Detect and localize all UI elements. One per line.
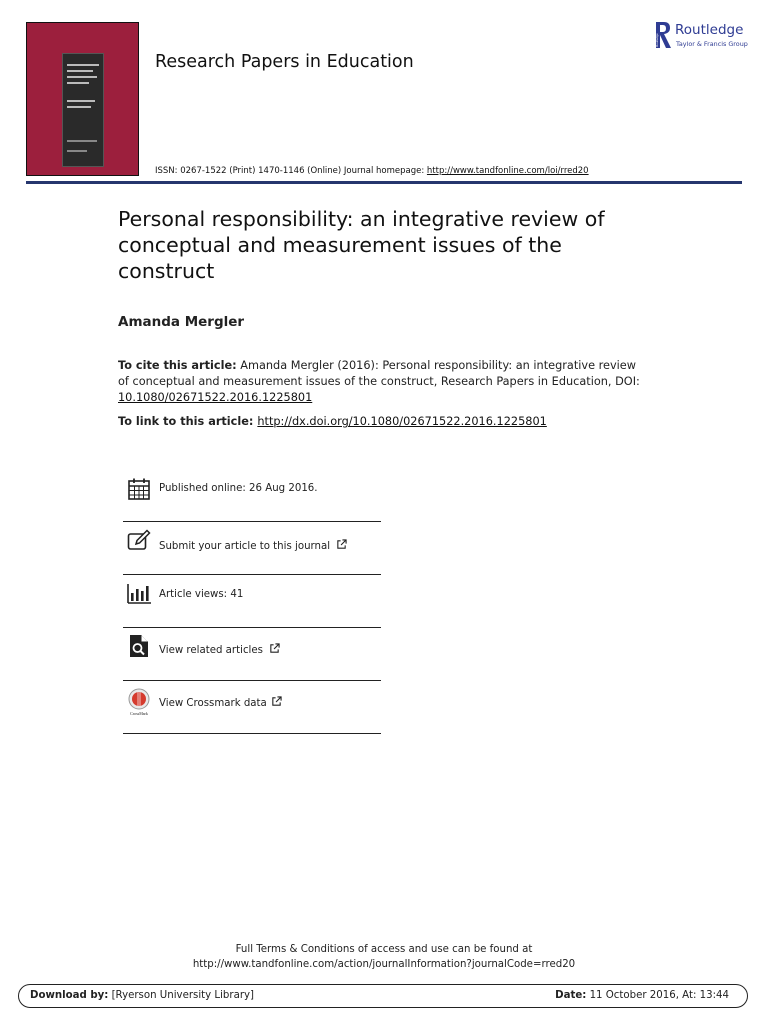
article-views-row [123, 577, 381, 629]
cover-text-line [67, 64, 99, 66]
divider [123, 733, 381, 734]
cover-text-line [67, 106, 91, 108]
article-views-text: Article views: 41 [159, 589, 244, 600]
cover-text-line [67, 150, 87, 152]
external-link-icon [336, 539, 347, 550]
citation-block [118, 358, 646, 406]
submit-article-link[interactable]: Submit your article to this journal [159, 539, 347, 552]
download-value: [Ryerson University Library] [108, 990, 255, 1001]
crossmark-link[interactable]: View Crossmark data [159, 696, 282, 709]
published-online-row [123, 470, 381, 522]
cite-text: Amanda Mergler (2016): Personal responsibility: an integrative review of conceptual and measurement issues of the construct, Research Papers in Education, DOI: [118, 359, 640, 388]
cover-text-line [67, 70, 93, 72]
doi-link[interactable]: 10.1080/02671522.2016.1225801 [118, 391, 313, 404]
issn-line [155, 166, 589, 176]
date-value: 11 October 2016, At: 13:44 [586, 990, 729, 1001]
journal-title: Research Papers in Education [155, 52, 414, 72]
download-by [30, 990, 254, 1001]
download-date [555, 990, 729, 1001]
logo-vertical-text: Routledge [655, 33, 659, 47]
divider [123, 680, 381, 681]
divider [123, 627, 381, 628]
cover-text-line [67, 82, 89, 84]
article-title: Personal responsibility: an integrative review of conceptual and measurement issues of the construct [118, 207, 605, 283]
terms-notice [0, 942, 768, 972]
bar-chart-icon [127, 581, 151, 605]
download-info-bar [18, 984, 748, 1008]
published-online-text: Published online: 26 Aug 2016. [159, 483, 318, 494]
logo-brand: Routledge [675, 22, 744, 38]
terms-url[interactable]: http://www.tandfonline.com/action/journalInformation?journalCode=rred20 [192, 959, 576, 970]
related-articles-row[interactable] [123, 630, 381, 682]
issn-text: ISSN: 0267-1522 (Print) 1470-1146 (Online) Journal homepage: [155, 166, 427, 176]
header-divider [26, 181, 742, 184]
author-name: Amanda Mergler [118, 314, 245, 330]
crossmark-row[interactable] [123, 683, 381, 735]
external-link-icon [269, 643, 280, 654]
cover-text-line [67, 100, 95, 102]
article-link-block [118, 415, 547, 428]
date-label: Date: [555, 990, 587, 1001]
routledge-r-icon [653, 20, 673, 50]
routledge-logo [653, 20, 748, 52]
article-url-link[interactable]: http://dx.doi.org/10.1080/02671522.2016.1225801 [257, 415, 547, 428]
crossmark-caption: CrossMark [130, 711, 148, 716]
journal-homepage-link[interactable]: http://www.tandfonline.com/loi/rred20 [426, 166, 589, 176]
divider [123, 574, 381, 575]
cover-publisher-mark [67, 140, 97, 142]
external-link-icon [271, 696, 282, 707]
logo-subtitle: Taylor & Francis Group [676, 40, 748, 48]
calendar-icon [127, 477, 151, 501]
terms-line-1: Full Terms & Conditions of access and use can be found at [235, 944, 533, 955]
journal-cover-image [26, 22, 139, 176]
download-label: Download by: [30, 990, 109, 1001]
cover-text-line [67, 76, 97, 78]
edit-icon [127, 529, 151, 553]
search-document-icon [127, 634, 151, 658]
crossmark-icon [127, 688, 151, 716]
related-articles-link[interactable]: View related articles [159, 643, 280, 656]
cover-inner-panel [62, 53, 104, 167]
divider [123, 521, 381, 522]
cite-label: To cite this article: [118, 359, 237, 372]
submit-article-row[interactable] [123, 524, 381, 576]
link-label: To link to this article: [118, 415, 258, 428]
